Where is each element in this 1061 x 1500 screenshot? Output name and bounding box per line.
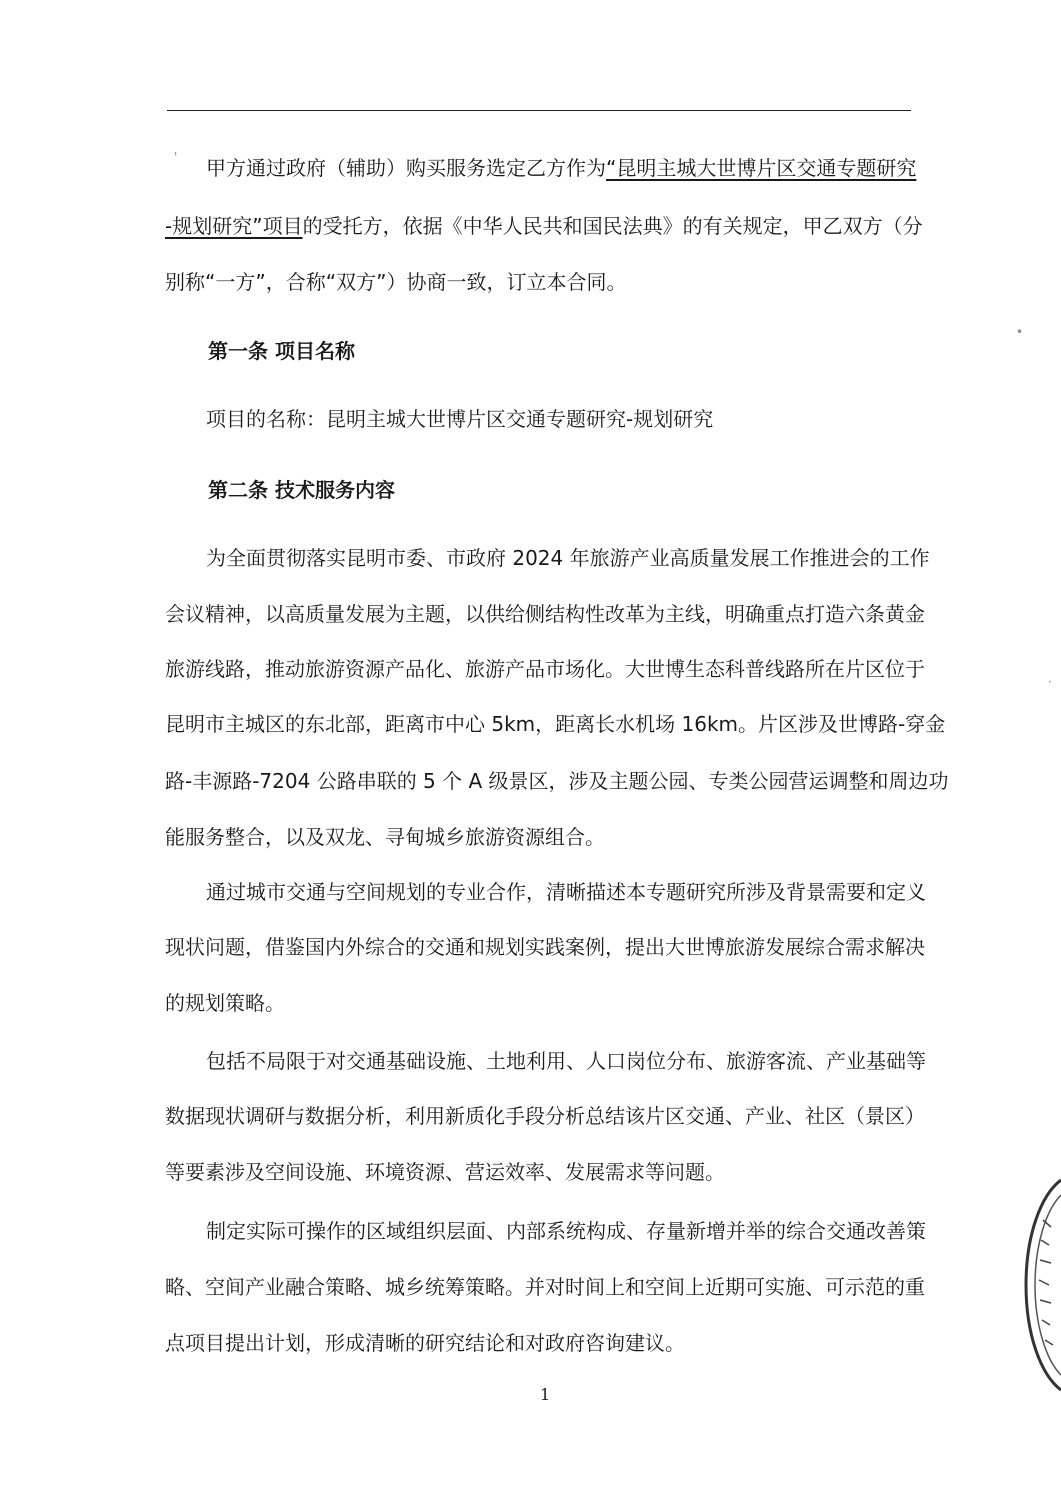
s2-p2-line-2: 现状问题，借鉴国内外综合的交通和规划实践案例，提出大世博旅游发展综合需求解决: [165, 935, 925, 959]
scan-speck: ·: [1048, 675, 1052, 689]
header-rule: [167, 110, 911, 111]
s2-p1-line-4: 昆明市主城区的东北部，距离市中心 5km，距离长水机场 16km。片区涉及世博路-穿金: [165, 712, 946, 736]
s2-p2-line-1: 通过城市交通与空间规划的专业合作，清晰描述本专题研究所涉及背景需要和定义: [206, 880, 926, 904]
s2-p4-line-3: 点项目提出计划，形成清晰的研究结论和对政府咨询建议。: [165, 1331, 685, 1355]
intro-line-3: 别称“一方”，合称“双方”）协商一致，订立本合同。: [165, 270, 627, 294]
partial-seal-stamp: [1021, 1175, 1061, 1395]
s2-p4-line-2: 略、空间产业融合策略、城乡统筹策略。并对时间上和空间上近期可实施、可示范的重: [165, 1275, 925, 1299]
s2-p1-line-6: 能服务整合，以及双龙、寻甸城乡旅游资源组合。: [165, 825, 605, 849]
intro-text-cont: 的受托方，依据《中华人民共和国民法典》的有关规定，甲乙双方（分: [302, 214, 923, 238]
s2-p1-line-2: 会议精神，以高质量发展为主题，以供给侧结构性改革为主线，明确重点打造六条黄金: [165, 602, 925, 626]
s2-p3-line-2: 数据现状调研与数据分析，利用新质化手段分析总结该片区交通、产业、社区（景区）: [165, 1104, 925, 1128]
page-number: 1: [540, 1385, 551, 1404]
s2-p3-line-1: 包括不局限于对交通基础设施、土地利用、人口岗位分布、旅游客流、产业基础等: [206, 1049, 926, 1073]
s2-p2-line-3: 的规划策略。: [165, 991, 285, 1015]
intro-line-2: [165, 212, 923, 240]
scan-speck: •: [1016, 325, 1024, 339]
s2-p1-line-1: 为全面贯彻落实昆明市委、市政府 2024 年旅游产业高质量发展工作推进会的工作: [206, 546, 930, 570]
s2-p1-line-3: 旅游线路，推动旅游资源产品化、旅游产品市场化。大世博生态科普线路所在片区位于: [165, 657, 925, 681]
s2-p1-line-5: 路-丰源路-7204 公路串联的 5 个 A 级景区，涉及主题公园、专类公园营运调整和周边功: [165, 769, 949, 793]
section-1-heading: 第一条 项目名称: [208, 339, 355, 363]
scan-speck: ': [174, 150, 178, 164]
intro-text: 甲方通过政府（辅助）购买服务选定乙方作为: [206, 156, 606, 180]
project-name-underlined-cont: -规划研究”项目: [165, 214, 303, 238]
s2-p3-line-3: 等要素涉及空间设施、环境资源、营运效率、发展需求等问题。: [165, 1160, 725, 1184]
section-2-heading: 第二条 技术服务内容: [208, 478, 395, 502]
s2-p4-line-1: 制定实际可操作的区域组织层面、内部系统构成、存量新增并举的综合交通改善策: [206, 1219, 926, 1243]
intro-line-1: [206, 154, 916, 182]
project-name-underlined: “昆明主城大世博片区交通专题研究: [606, 156, 917, 180]
section-1-content: 项目的名称：昆明主城大世博片区交通专题研究-规划研究: [206, 407, 714, 431]
